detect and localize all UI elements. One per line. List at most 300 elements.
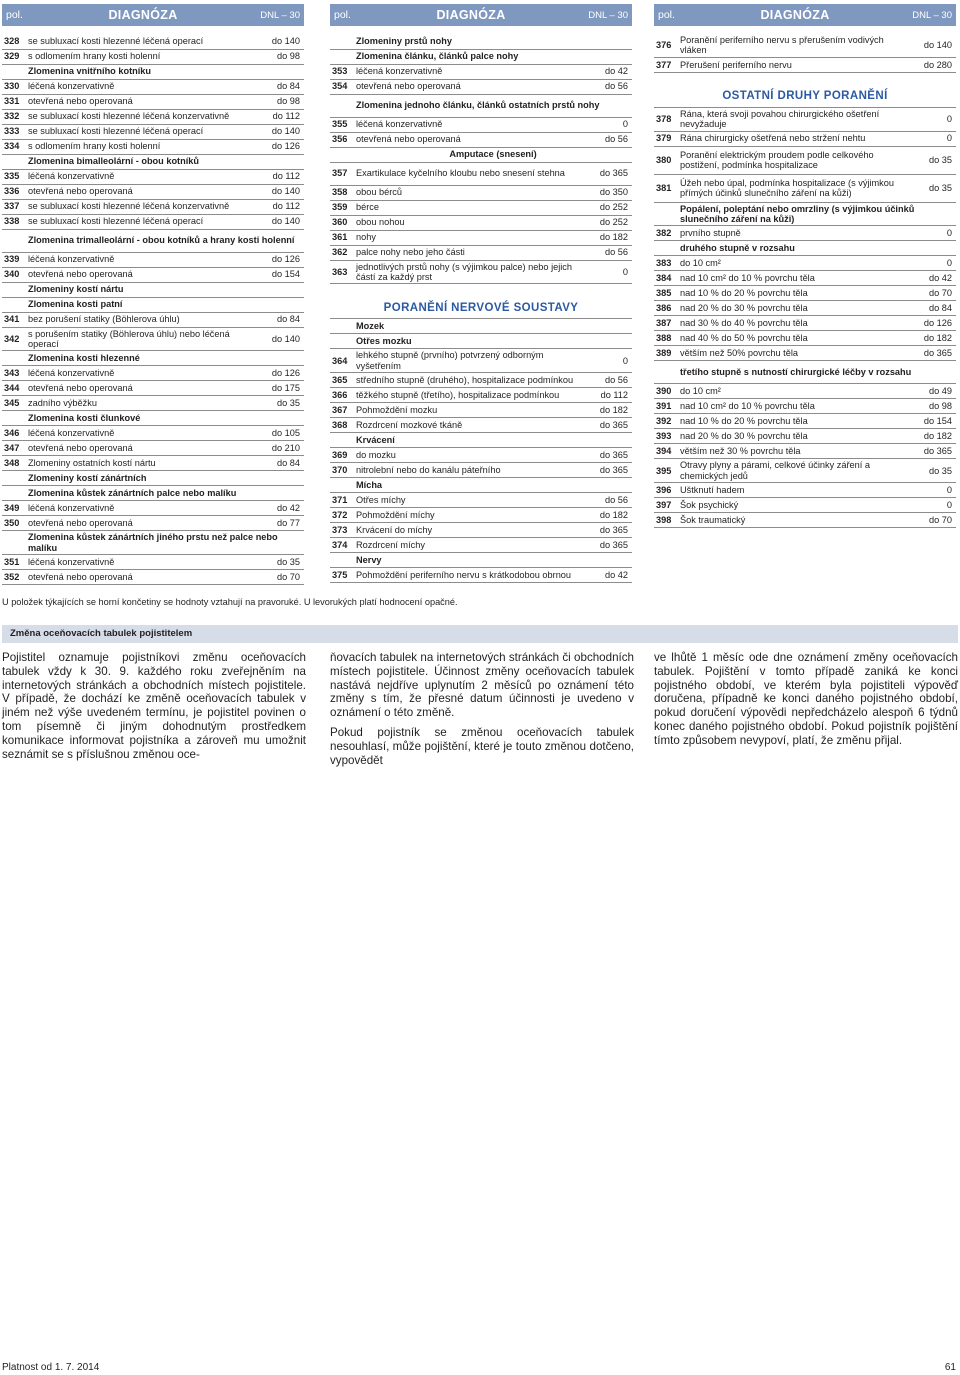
table-row (654, 513, 956, 528)
section-heading-row (2, 411, 304, 426)
diagnosis-text: s odlomením hrany kosti holenní (26, 139, 258, 154)
empty-number-cell (330, 94, 354, 117)
dnl-value: do 365 (586, 463, 632, 478)
item-number: 386 (654, 301, 678, 316)
section-heading-row (330, 478, 632, 493)
dnl-value: do 70 (258, 570, 304, 585)
item-number: 338 (2, 214, 26, 229)
dnl-value: 0 (586, 260, 632, 284)
diagnosis-text: Rána chirurgicky ošetřená nebo stržení nehtu (678, 131, 910, 146)
diagnosis-text: otevřená nebo operovaná (26, 94, 258, 109)
dnl-value: do 126 (910, 316, 956, 331)
table-row (2, 169, 304, 184)
item-number: 384 (654, 271, 678, 286)
table-column-1 (2, 4, 304, 585)
table-row (654, 256, 956, 271)
table-row (654, 286, 956, 301)
dnl-value: do 98 (258, 94, 304, 109)
dnl-value: do 365 (586, 162, 632, 185)
table-row (2, 109, 304, 124)
diagnosis-text: Pohmoždění míchy (354, 508, 586, 523)
dnl-value: do 182 (586, 403, 632, 418)
item-number: 391 (654, 399, 678, 414)
section-heading-row (2, 351, 304, 366)
diagnosis-text: léčená konzervativně (26, 366, 258, 381)
diagnosis-text: Rána, která svoji povahou chirurgického ošetření nevyžaduje (678, 107, 910, 131)
diagnosis-text: nad 10 % do 20 % povrchu těla (678, 414, 910, 429)
table-row (2, 570, 304, 585)
section-heading-row (2, 531, 304, 555)
table-row (330, 349, 632, 373)
dnl-value: 0 (586, 349, 632, 373)
section-heading-row (330, 94, 632, 117)
diagnosis-text: nad 10 cm² do 10 % povrchu těla (678, 271, 910, 286)
table-row (330, 463, 632, 478)
column-header (330, 4, 632, 26)
diagnosis-text: léčená konzervativně (26, 501, 258, 516)
dnl-value: do 70 (910, 513, 956, 528)
diagnosis-text: jednotlivých prstů nohy (s výjimkou palce) nebo jejich částí za každý prst (354, 260, 586, 284)
table-row (2, 79, 304, 94)
diagnosis-text: Šok traumatický (678, 513, 910, 528)
item-number: 330 (2, 79, 26, 94)
diagnosis-text: Úžeh nebo úpal, podmínka hospitalizace (s výjimkou přímých účinků slunečního záření na kůži) (678, 174, 910, 202)
header-dnl: DNL – 30 (912, 9, 952, 21)
dnl-value: 0 (910, 256, 956, 271)
dnl-value: do 42 (586, 64, 632, 79)
dnl-value: do 365 (586, 448, 632, 463)
table-row (654, 429, 956, 444)
diagnosis-text: Otravy plyny a párami, celkové účinky záření a chemických jedů (678, 459, 910, 483)
table-row (2, 252, 304, 267)
dnl-value: do 42 (910, 271, 956, 286)
item-number: 362 (330, 245, 354, 260)
section-heading: Zlomenina kůstek zánártních palce nebo malíku (26, 486, 304, 501)
diagnosis-text: se subluxací kosti hlezenné léčená operací (26, 124, 258, 139)
diagnosis-text: otevřená nebo operovaná (26, 184, 258, 199)
table-row (2, 34, 304, 49)
table-row (2, 456, 304, 471)
header-dnl: DNL – 30 (260, 9, 300, 21)
dnl-value: do 35 (910, 459, 956, 483)
empty-number-cell (654, 241, 678, 256)
diagnosis-text: do 10 cm² (678, 256, 910, 271)
chapter-heading-row (654, 86, 956, 107)
table-row (330, 117, 632, 132)
dnl-value: do 84 (258, 312, 304, 327)
empty-number-cell (2, 229, 26, 252)
section-heading: Zlomenina jednoho článku, článků ostatních prstů nohy (354, 94, 632, 117)
item-number: 394 (654, 444, 678, 459)
dnl-value: do 140 (910, 34, 956, 57)
item-number: 383 (654, 256, 678, 271)
table-row (330, 403, 632, 418)
section-heading-row (654, 361, 956, 384)
dnl-value: do 182 (586, 230, 632, 245)
dnl-value: do 154 (910, 414, 956, 429)
table-row (654, 316, 956, 331)
dnl-value: do 70 (910, 286, 956, 301)
diagnosis-text: nad 30 % do 40 % povrchu těla (678, 316, 910, 331)
diagnosis-text: Poranění periferního nervu s přerušením vodivých vláken (678, 34, 910, 57)
empty-number-cell (330, 334, 354, 349)
item-number: 344 (2, 381, 26, 396)
diagnosis-table-2 (330, 34, 632, 583)
table-row (2, 139, 304, 154)
dnl-value: 0 (910, 498, 956, 513)
diagnosis-text: nad 10 % do 20 % povrchu těla (678, 286, 910, 301)
dnl-value: do 210 (258, 441, 304, 456)
section-title-bar (2, 625, 958, 643)
table-row (2, 501, 304, 516)
table-row (2, 396, 304, 411)
chapter-heading: PORANĚNÍ NERVOVÉ SOUSTAVY (330, 298, 632, 319)
empty-number-cell (330, 433, 354, 448)
dnl-value: do 35 (910, 146, 956, 174)
dnl-value: do 182 (910, 429, 956, 444)
section-heading-row (2, 486, 304, 501)
item-number: 349 (2, 501, 26, 516)
empty-number-cell (330, 147, 354, 162)
diagnosis-text: nad 40 % do 50 % povrchu těla (678, 331, 910, 346)
section-heading-row (654, 202, 956, 226)
table-row (2, 267, 304, 282)
dnl-value: do 84 (258, 79, 304, 94)
dnl-value: do 140 (258, 327, 304, 351)
table-row (2, 555, 304, 570)
section-heading-row (2, 282, 304, 297)
diagnosis-text: se subluxací kosti hlezenné léčená konzervativně (26, 199, 258, 214)
text-column-2 (330, 651, 634, 773)
table-row (330, 388, 632, 403)
table-row (330, 523, 632, 538)
section-heading: Nervy (354, 553, 632, 568)
item-number: 385 (654, 286, 678, 301)
dnl-value: do 154 (258, 267, 304, 282)
table-row (330, 448, 632, 463)
dnl-value: do 98 (910, 399, 956, 414)
header-dnl: DNL – 30 (588, 9, 628, 21)
section-heading-row (2, 471, 304, 486)
item-number: 378 (654, 107, 678, 131)
diagnosis-text: otevřená nebo operovaná (26, 441, 258, 456)
item-number: 353 (330, 64, 354, 79)
diagnosis-text: středního stupně (druhého), hospitalizace podmínkou (354, 373, 586, 388)
diagnosis-text: Poranění elektrickým proudem podle celkového postižení, podmínka hospitalizace (678, 146, 910, 174)
paragraph: ve lhůtě 1 měsíc ode dne oznámení změny oceňovacích tabulek. Pojištění v tomto případě zaniká ke konci pojistného období, ve kterém byla pojistiteli výpověď doručena, případně ke konci daného pojistného období, pokud doručení výpovědi nepředcházelo alespoň 6 týdnů konec daného pojistného období. Pokud pojistník pojištění tímto způsobem nevypoví, platí, že změnu přijal. (654, 651, 958, 747)
item-number: 366 (330, 388, 354, 403)
empty-number-cell (330, 49, 354, 64)
spacer-row (330, 284, 632, 298)
header-diagnosis: DIAGNÓZA (436, 8, 506, 22)
item-number: 355 (330, 117, 354, 132)
dnl-value: do 56 (586, 373, 632, 388)
table-row (654, 444, 956, 459)
table-row (2, 381, 304, 396)
table-row (654, 384, 956, 399)
table-row (330, 568, 632, 583)
item-number: 370 (330, 463, 354, 478)
dnl-value: do 140 (258, 124, 304, 139)
dnl-value: do 365 (586, 523, 632, 538)
dnl-value: do 365 (586, 418, 632, 433)
dnl-value: 0 (586, 117, 632, 132)
section-heading: Zlomenina trimalleolární - obou kotníků a hrany kosti holenní (26, 229, 304, 252)
table-row (330, 64, 632, 79)
item-number: 335 (2, 169, 26, 184)
dnl-value: do 84 (910, 301, 956, 316)
item-number: 369 (330, 448, 354, 463)
table-column-2 (330, 4, 632, 583)
dnl-value: do 112 (258, 199, 304, 214)
item-number: 345 (2, 396, 26, 411)
section-heading: Zlomeniny kostí zánártních (26, 471, 304, 486)
dnl-value: do 35 (258, 396, 304, 411)
item-number: 356 (330, 132, 354, 147)
diagnosis-text: otevřená nebo operovaná (26, 516, 258, 531)
table-row (330, 230, 632, 245)
table-row (330, 245, 632, 260)
section-heading-row (330, 433, 632, 448)
item-number: 392 (654, 414, 678, 429)
diagnosis-text: s odlomením hrany kosti holenní (26, 49, 258, 64)
section-heading: Popálení, poleptání nebo omrzliny (s výjimkou účinků slunečního záření na kůži) (678, 202, 956, 226)
item-number: 388 (654, 331, 678, 346)
table-row (654, 57, 956, 72)
chapter-heading: OSTATNÍ DRUHY PORANĚNÍ (654, 86, 956, 107)
header-diagnosis: DIAGNÓZA (760, 8, 830, 22)
item-number: 396 (654, 483, 678, 498)
dnl-value: do 56 (586, 132, 632, 147)
diagnosis-text: otevřená nebo operovaná (26, 267, 258, 282)
item-number: 368 (330, 418, 354, 433)
section-heading: Zlomenina kosti hlezenné (26, 351, 304, 366)
item-number: 387 (654, 316, 678, 331)
section-heading-row (654, 241, 956, 256)
diagnosis-text: do mozku (354, 448, 586, 463)
diagnosis-text: obou nohou (354, 215, 586, 230)
diagnosis-text: se subluxací kosti hlezenné léčená operací (26, 34, 258, 49)
header-pol: pol. (6, 9, 23, 21)
item-number: 340 (2, 267, 26, 282)
section-heading-row (330, 147, 632, 162)
section-heading-row (330, 553, 632, 568)
table-row (2, 441, 304, 456)
table-row (654, 301, 956, 316)
dnl-value: do 182 (586, 508, 632, 523)
item-number: 347 (2, 441, 26, 456)
item-number: 350 (2, 516, 26, 531)
validity-date: Platnost od 1. 7. 2014 (2, 1362, 100, 1373)
table-row (330, 373, 632, 388)
dnl-value: do 126 (258, 366, 304, 381)
diagnosis-text: otevřená nebo operovaná (354, 132, 586, 147)
table-row (330, 162, 632, 185)
section-heading: Zlomeniny kostí nártu (26, 282, 304, 297)
diagnosis-text: prvního stupně (678, 226, 910, 241)
item-number: 359 (330, 200, 354, 215)
dnl-value: do 56 (586, 79, 632, 94)
text-column-3 (654, 651, 958, 754)
empty-number-cell (2, 154, 26, 169)
table-row (654, 399, 956, 414)
section-heading-row (2, 229, 304, 252)
table-row (654, 107, 956, 131)
section-heading: Zlomenina vnitřního kotníku (26, 64, 304, 79)
empty-number-cell (2, 282, 26, 297)
diagnosis-text: Uštknutí hadem (678, 483, 910, 498)
item-number: 339 (2, 252, 26, 267)
diagnosis-text: léčená konzervativně (354, 64, 586, 79)
section-heading-row (2, 64, 304, 79)
table-row (2, 516, 304, 531)
table-row (654, 459, 956, 483)
diagnosis-text: otevřená nebo operovaná (26, 381, 258, 396)
section-heading: Zlomenina kosti patní (26, 297, 304, 312)
dnl-value: do 365 (586, 538, 632, 553)
item-number: 354 (330, 79, 354, 94)
dnl-value: 0 (910, 483, 956, 498)
section-heading: Zlomeniny prstů nohy (354, 34, 632, 49)
diagnosis-text: otevřená nebo operovaná (354, 79, 586, 94)
diagnosis-text: nad 20 % do 30 % povrchu těla (678, 429, 910, 444)
empty-number-cell (654, 361, 678, 384)
dnl-value: do 365 (910, 444, 956, 459)
item-number: 329 (2, 49, 26, 64)
section-heading: Zlomenina článku, článků palce nohy (354, 49, 632, 64)
table-row (654, 414, 956, 429)
diagnosis-text: Přerušení periferního nervu (678, 57, 910, 72)
spacer-cell (654, 72, 956, 86)
dnl-value: do 182 (910, 331, 956, 346)
item-number: 343 (2, 366, 26, 381)
item-number: 342 (2, 327, 26, 351)
diagnosis-text: lehkého stupně (prvního) potvrzený odborným vyšetřením (354, 349, 586, 373)
section-heading: Amputace (snesení) (354, 147, 632, 162)
dnl-value: 0 (910, 226, 956, 241)
item-number: 331 (2, 94, 26, 109)
section-heading: druhého stupně v rozsahu (678, 241, 956, 256)
diagnosis-text: nohy (354, 230, 586, 245)
header-diagnosis: DIAGNÓZA (108, 8, 178, 22)
table-row (330, 79, 632, 94)
table-row (2, 327, 304, 351)
empty-number-cell (2, 471, 26, 486)
diagnosis-text: s porušením statiky (Böhlerova úhlu) nebo léčená operací (26, 327, 258, 351)
table-row (2, 49, 304, 64)
diagnosis-text: Pohmoždění mozku (354, 403, 586, 418)
item-number: 360 (330, 215, 354, 230)
diagnosis-text: nad 20 % do 30 % povrchu těla (678, 301, 910, 316)
item-number: 352 (2, 570, 26, 585)
dnl-value: do 126 (258, 139, 304, 154)
dnl-value: do 140 (258, 34, 304, 49)
diagnosis-text: Šok psychický (678, 498, 910, 513)
diagnosis-text: Rozdrcení míchy (354, 538, 586, 553)
table-row (2, 199, 304, 214)
table-row (2, 366, 304, 381)
section-heading: Zlomenina kůstek zánártních jiného prstu než palce nebo malíku (26, 531, 304, 555)
item-number: 357 (330, 162, 354, 185)
diagnosis-text: nitrolební nebo do kanálu páteřního (354, 463, 586, 478)
section-heading: Mícha (354, 478, 632, 493)
item-number: 397 (654, 498, 678, 513)
diagnosis-text: se subluxací kosti hlezenné léčená operací (26, 214, 258, 229)
table-row (654, 146, 956, 174)
dnl-value: 0 (910, 131, 956, 146)
section-heading-row (330, 319, 632, 334)
item-number: 336 (2, 184, 26, 199)
item-number: 364 (330, 349, 354, 373)
section-heading-row (330, 334, 632, 349)
diagnosis-text: palce nohy nebo jeho části (354, 245, 586, 260)
item-number: 333 (2, 124, 26, 139)
table-row (2, 124, 304, 139)
header-pol: pol. (334, 9, 351, 21)
diagnosis-text: Exartikulace kyčelního kloubu nebo snesení stehna (354, 162, 586, 185)
table-row (2, 214, 304, 229)
page-number: 61 (944, 1362, 956, 1373)
table-row (330, 132, 632, 147)
diagnosis-text: větším než 50% povrchu těla (678, 346, 910, 361)
item-number: 361 (330, 230, 354, 245)
empty-number-cell (2, 64, 26, 79)
column-header (2, 4, 304, 26)
table-column-3 (654, 4, 956, 528)
section-heading: Zlomenina bimalleolární - obou kotníků (26, 154, 304, 169)
item-number: 373 (330, 523, 354, 538)
item-number: 351 (2, 555, 26, 570)
dnl-value: do 42 (586, 568, 632, 583)
item-number: 375 (330, 568, 354, 583)
empty-number-cell (330, 478, 354, 493)
table-row (330, 260, 632, 284)
column-header (654, 4, 956, 26)
section-heading: Krvácení (354, 433, 632, 448)
table-row (654, 131, 956, 146)
dnl-value: do 98 (258, 49, 304, 64)
section-heading: Zlomenina kosti člunkové (26, 411, 304, 426)
section-heading: třetího stupně s nutností chirurgické léčby v rozsahu (678, 361, 956, 384)
section-heading-row (330, 34, 632, 49)
diagnosis-text: otevřená nebo operovaná (26, 570, 258, 585)
diagnosis-text: léčená konzervativně (26, 426, 258, 441)
text-column-1 (2, 651, 306, 767)
dnl-value: do 252 (586, 215, 632, 230)
item-number: 341 (2, 312, 26, 327)
table-row (654, 483, 956, 498)
item-number: 367 (330, 403, 354, 418)
table-row (654, 34, 956, 57)
table-row (654, 271, 956, 286)
diagnosis-text: bez porušení statiky (Böhlerova úhlu) (26, 312, 258, 327)
item-number: 374 (330, 538, 354, 553)
paragraph: ňovacích tabulek na internetových stránkách či obchodních místech pojistitele. Účinnost změny oceňovacích tabulek nastává nejdříve uplynutím 2 měsíců po oznámení této změny s tím, že přesné datum účinnosti je uvedeno v oznámení o této změně. (330, 651, 634, 720)
dnl-value: do 49 (910, 384, 956, 399)
dnl-value: do 175 (258, 381, 304, 396)
diagnosis-text: se subluxací kosti hlezenné léčená konzervativně (26, 109, 258, 124)
item-number: 358 (330, 185, 354, 200)
empty-number-cell (330, 553, 354, 568)
empty-number-cell (330, 34, 354, 49)
table-row (654, 498, 956, 513)
empty-number-cell (654, 202, 678, 226)
dnl-value: 0 (910, 107, 956, 131)
dnl-value: do 126 (258, 252, 304, 267)
diagnosis-text: zadního výběžku (26, 396, 258, 411)
item-number: 348 (2, 456, 26, 471)
item-number: 393 (654, 429, 678, 444)
